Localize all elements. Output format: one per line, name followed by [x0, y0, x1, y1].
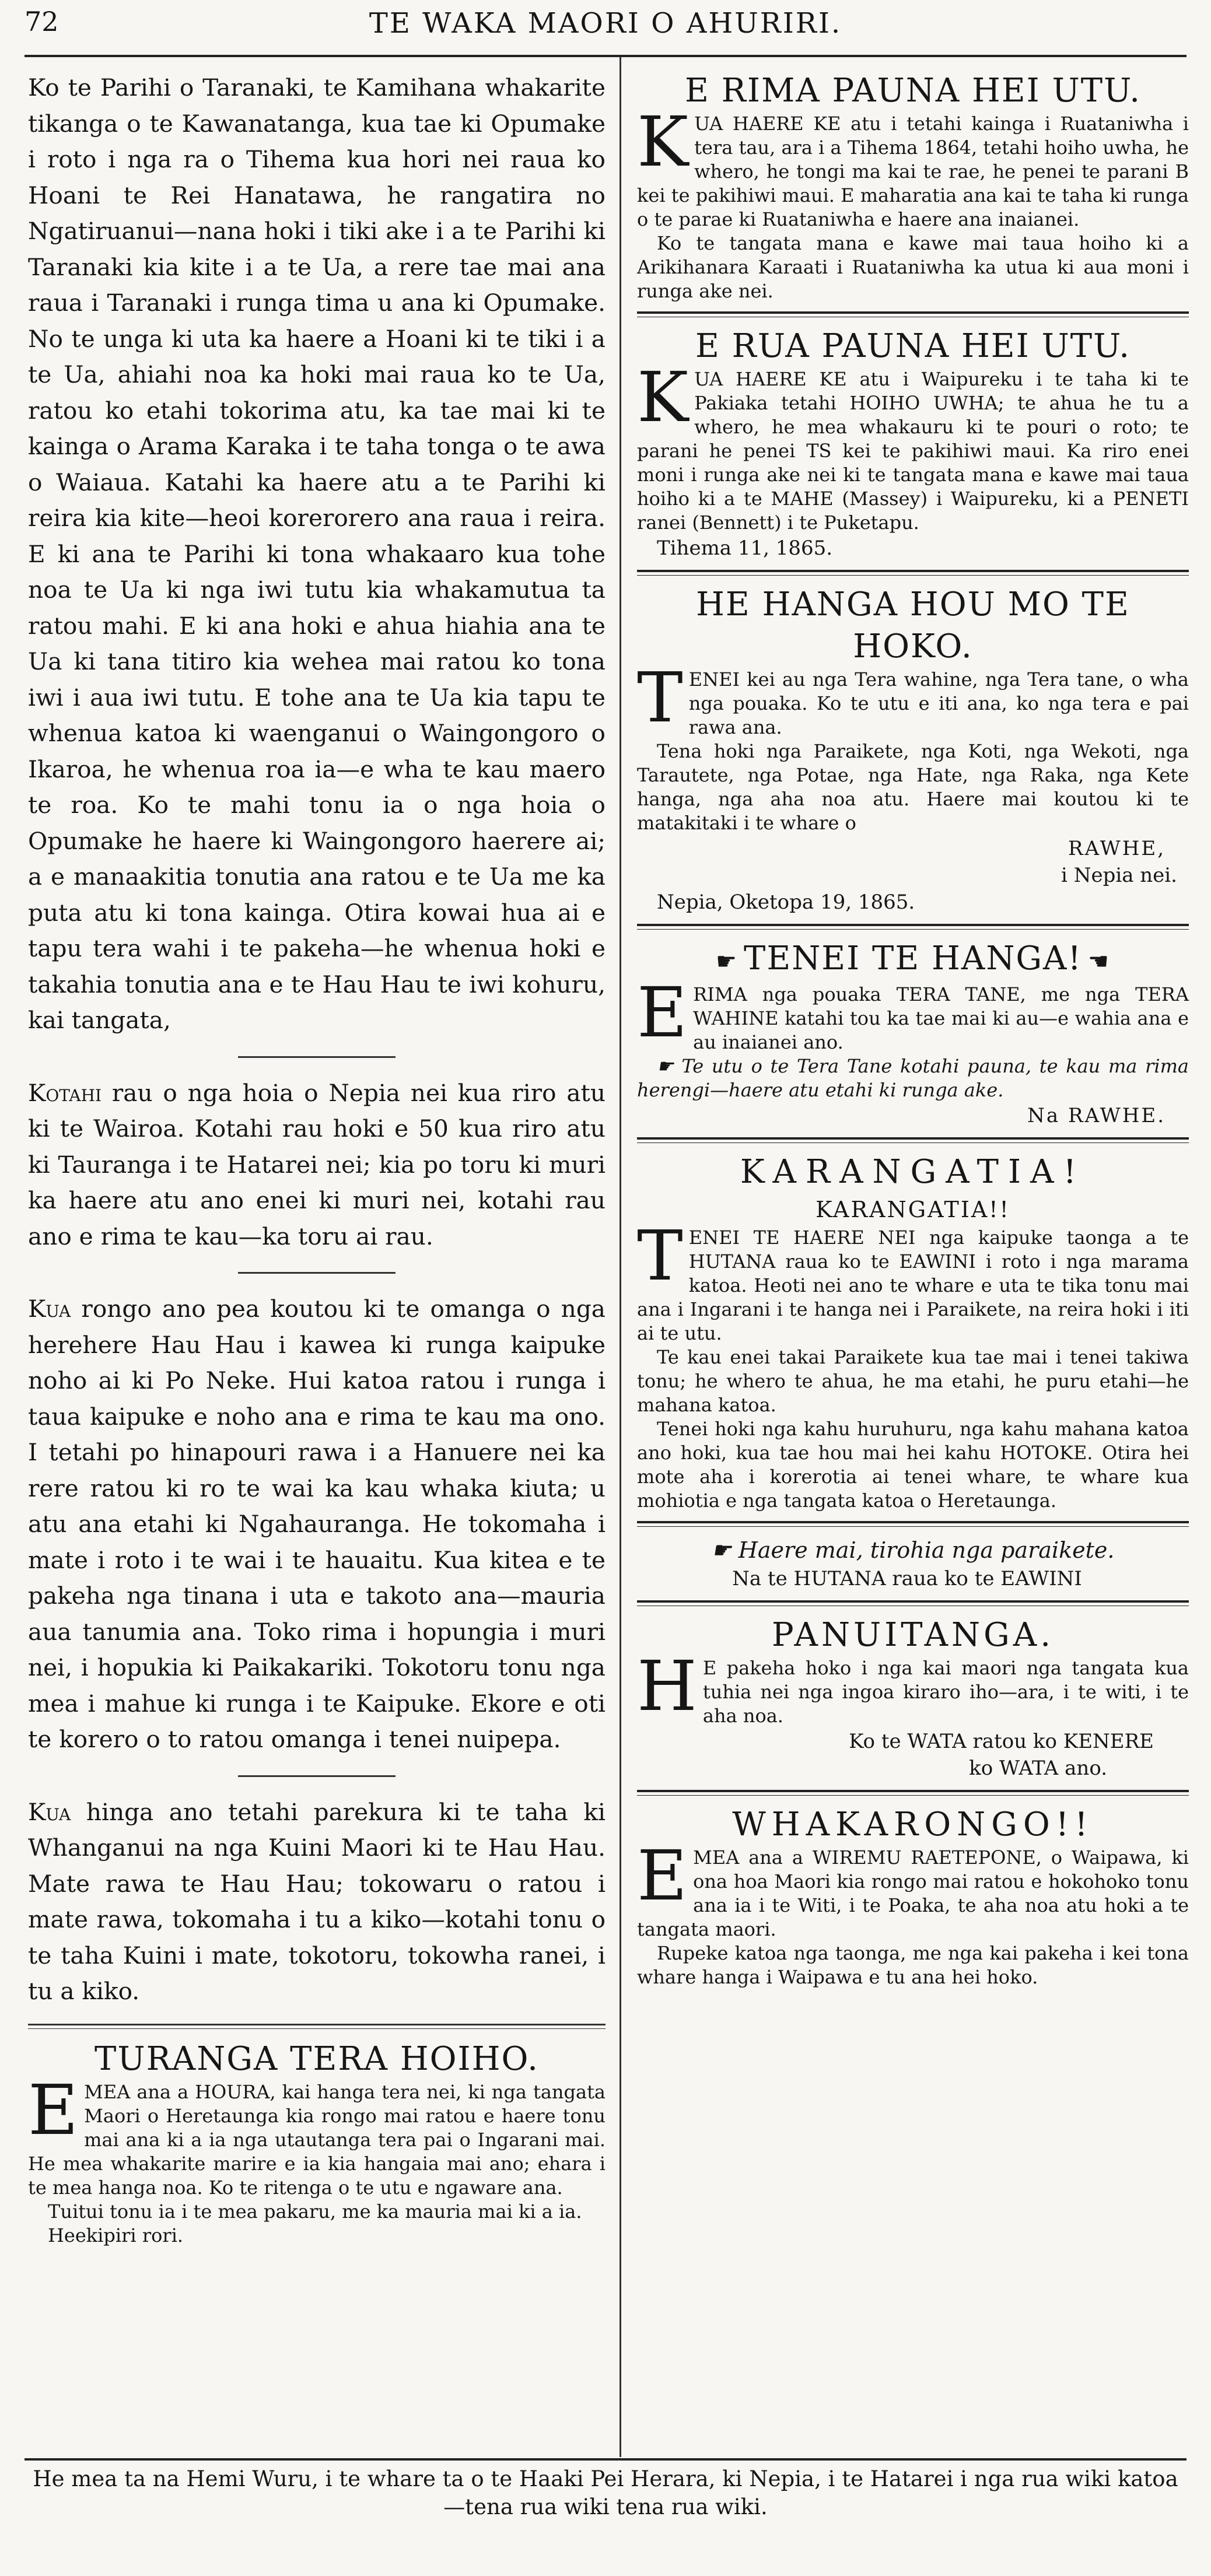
ad-text: MEA ana a HOURA, kai hanga tera nei, ki nga tangata Maori o Heretaunga kia rongo mai ratou e haere tonu mai ana ki a ia nga utautanga tera pai o Ingarani mai. He mea whakarite marire e ia kia hangaia mai ano; ehara i te mea hanga noa. Ko te ritenga o te utu e ngaware ana.: [28, 2080, 606, 2199]
ad-text: MEA ana a WIREMU RAETEPONE, o Waipawa, ki ona hoa Maori kia rongo mai ratou e hokohoko tonu ana ia i te Witi, i te Poaka, te aha noa atu hoki a te tangata maori.: [637, 1846, 1189, 1940]
ad-body: [637, 1646, 1189, 1728]
newspaper-title: TE WAKA MAORI O AHURIRI.: [369, 7, 842, 40]
ad-haere-mai: [637, 1535, 1189, 1592]
ad-title: PANUITANGA.: [771, 1616, 1054, 1654]
ad-title: TENEI TE HANGA!: [743, 940, 1083, 977]
ad-hanga-hou: [637, 584, 1189, 916]
ad-signature: Heekipiri rori.: [48, 2224, 184, 2246]
ad-tenei-te-hanga: [637, 938, 1189, 1129]
ad-text: Ko te tangata mana e kawe mai taua hoiho ki a Arikihanara Karaati i Ruataniwha ka utua ki aua moni i runga ake nei.: [637, 232, 1189, 302]
ad-text: ENEI TE HAERE NEI nga kaipuke taonga a te HUTANA raua ko te EAWINI i roto i nga marama katoa. Heoti nei ano te whare e uta te tika tonu mai ana i Ingarani i te hanga nei i Paraikete, na reira hoki i iti ai te utu.: [637, 1226, 1189, 1344]
ad-title: KARANGATIA!: [740, 1153, 1086, 1191]
pointing-hand-left-icon: ☚: [1088, 948, 1110, 975]
ad-text: UA HAERE KE atu i tetahi kainga i Ruataniwha i tera tau, ara i a Tihema 1864, tetahi hoiho uwha, he whero, he tongi ma kai te rae, he penei te parani B kei te pakihiwi maui. E maharatia ana kai te taha ki runga o te parae ki Ruataniwha e haere ana inaianei.: [637, 113, 1189, 230]
ad-separator: [637, 1521, 1189, 1527]
ad-body: [637, 1215, 1189, 1513]
drop-cap: T: [637, 657, 683, 738]
ad-text: Haere mai, tirohia nga paraikete.: [738, 1537, 1115, 1563]
ad-signature: ko WATA ano.: [969, 1757, 1107, 1780]
page-header: [24, 2, 1186, 57]
ad-title: E RIMA PAUNA HEI UTU.: [684, 72, 1141, 110]
ad-separator: [637, 924, 1189, 930]
pointing-hand-icon: ☛: [711, 1537, 732, 1563]
ad-karangatia: [637, 1151, 1189, 1513]
article-text: hinga ano tetahi parekura ki te taha ki Whanganui na nga Kuini Maori ki te Hau Hau. Mate rawa te Hau Hau; tokowaru o ratou i mate rawa, tokomaha i tu a kiko—kotahi tonu o te taha Kuini i mate, tokotoru, tokowha ranei, i tu a kiko.: [28, 1797, 606, 2005]
ad-text: RIMA nga pouaka TERA TANE, me nga TERA WAHINE katahi tou ka tae mai ki au—e wahia ana e au inaianei ano.: [693, 983, 1189, 1053]
article-separator: [238, 1775, 396, 1777]
ad-separator: [637, 1137, 1189, 1143]
page-footer: He mea ta na Hemi Wuru, i te whare ta o te Haaki Pei Herara, ki Nepia, i te Hatarei i nga rua wiki katoa—tena rua wiki tena rua wiki.: [24, 2458, 1186, 2521]
article-separator: [238, 1272, 396, 1274]
drop-cap: E: [28, 2069, 79, 2150]
article-hoia: [28, 1075, 606, 1255]
drop-cap: H: [637, 1646, 697, 1726]
ad-title: HOKO.: [853, 628, 973, 665]
ad-title: WHAKARONGO!!: [732, 1806, 1094, 1843]
ad-separator: [637, 570, 1189, 576]
ad-signature: RAWHE,: [1068, 837, 1166, 860]
ad-text: E pakeha hoko i nga kai maori nga tangata kua tuhia nei nga ingoa kiraro iho—ara, i te witi, i te aha noa.: [702, 1657, 1189, 1727]
article-separator: [238, 1056, 396, 1058]
drop-cap: K: [637, 101, 689, 182]
ad-text: Rupeke katoa nga taonga, me nga kai pakeha i kei tona whare hanga i Waipawa e tu ana hei hoko.: [637, 1942, 1189, 1988]
ad-panuitanga: [637, 1614, 1189, 1782]
drop-cap: E: [637, 972, 688, 1053]
ad-text: Tuitui tonu ia i te mea pakaru, me ka mauria mai ki a ia.: [48, 2200, 582, 2223]
ad-body: [637, 101, 1189, 303]
drop-cap: E: [637, 1835, 688, 1916]
ad-title-row: [637, 938, 1189, 983]
ad-subtitle: KARANGATIA!!: [816, 1197, 1010, 1222]
ad-text: Tenei hoki nga kahu huruhuru, nga kahu mahana katoa ano hoki, kua tae hou mai hei kahu HOTOKE. Otira hei mote aha i korerotia ai tenei whare, te whare kua mohiotia e nga tangata katoa o Heretaunga.: [637, 1418, 1189, 1512]
ad-text: Te kau enei takai Paraikete kua tae mai i tenei takiwa tonu; he whero te ahua, he ma etahi, he puru etahi—he mahana katoa.: [637, 1346, 1189, 1416]
article-lead: Kua: [28, 1797, 71, 1826]
article-herehere: [28, 1291, 606, 1758]
ad-signature: Na te HUTANA raua ko te EAWINI: [732, 1567, 1082, 1590]
ad-rima-pauna: [637, 70, 1189, 303]
ad-tagline: [637, 1535, 1189, 1565]
ad-rua-pauna: [637, 325, 1189, 562]
article-text: rongo ano pea koutou ki te omanga o nga herehere Hau Hau i kawea ki runga kaipuke noho ai ki Po Neke. Hui katoa ratou i runga i taua kaipuke e noho ana e rima te kau ma ono. I tetahi po hinapouri rawa i a Hanuere nei ka rere ratou ki ro te wai ka kau whaka kiuta; u atu ana etahi ki Ngahauranga. He tokomaha i mate i roto i te wai i te hauaitu. Kua kitea e te pakeha nga tinana i uta e takoto ana—mauria aua tanumia ana. Toko rima i hopungia i muri nei, i hopukia ki Paikakariki. Tokotoru tonu nga mea i mahue ki runga i te Kaipuke. Ekore e oti te korero o to ratou omanga i tenei nuipepa.: [28, 1295, 606, 1753]
ad-body: [637, 1835, 1189, 1989]
article-parekura: [28, 1795, 606, 2010]
ad-body: [637, 357, 1189, 535]
ad-text: ENEI kei au nga Tera wahine, nga Tera tane, o wha nga pouaka. Ko te utu e iti ana, ko nga tera e pai rawa ana.: [688, 668, 1189, 738]
ad-turanga-tera-hoiho: [28, 2038, 606, 2248]
ad-separator: [637, 1600, 1189, 1606]
article-text: rau o nga hoia o Nepia nei kua riro atu ki te Wairoa. Kotahi rau hoki e 50 kua riro atu ki Tauranga i te Hatarei nei; kia po toru ki muri ka haere atu ano enei ki muri nei, kotahi rau ano e rima te kau—ka toru ai rau.: [28, 1078, 606, 1250]
ad-body: [637, 972, 1189, 1102]
page-number: 72: [24, 6, 59, 37]
ad-date: Tihema 11, 1865.: [657, 537, 833, 560]
ad-text: UA HAERE KE atu i Waipureku i te taha ki te Pakiaka tetahi HOIHO UWHA; te ahua he tu a whero, he mea whakauru ki te pouri o roto; te parani he penei TS kei te pakihiwi maui. Ka riro enei moni i runga ake nei ki te tangata mana e kawe mai taua hoiho ki a te MAHE (Massey) i Waipureku, ki a PENETI ranei (Bennett) i te Puketapu.: [637, 368, 1189, 534]
ad-whakarongo: [637, 1804, 1189, 1989]
column-rule: [620, 57, 621, 2457]
ad-signature: Ko te WATA ratou ko KENERE: [849, 1730, 1154, 1753]
ad-date: Nepia, Oketopa 19, 1865.: [657, 891, 915, 914]
article-lead: Kotahi: [28, 1078, 102, 1107]
article-lead: Kua: [28, 1295, 71, 1323]
ad-title: HE HANGA HOU MO TE: [696, 586, 1130, 623]
ad-separator: [637, 1790, 1189, 1796]
ad-body: [637, 657, 1189, 835]
pointing-hand-icon: ☛: [657, 1055, 674, 1077]
ad-title: E RUA PAUNA HEI UTU.: [695, 327, 1130, 365]
ad-signature: Na RAWHE.: [1027, 1104, 1166, 1127]
pointing-hand-icon: ☛: [716, 948, 738, 975]
right-column: [637, 70, 1189, 1989]
ad-separator: [28, 2024, 606, 2029]
ad-place: i Nepia nei.: [1061, 864, 1177, 887]
ad-text: Tena hoki nga Paraikete, nga Koti, nga Wekoti, nga Tarautete, nga Potae, nga Hate, nga Raka, nga Kete hanga, nga aha noa atu. Haere mai koutou ki te matakitaki i te whare o: [637, 740, 1189, 834]
drop-cap: K: [637, 357, 689, 437]
ad-separator: [637, 311, 1189, 317]
left-column: [28, 70, 606, 2248]
article-parihi: Ko te Parihi o Taranaki, te Kamihana whakarite tikanga o te Kawanatanga, kua tae ki Opumake i roto i nga ra o Tihema kua hori nei raua ko Hoani te Rei Hanatawa, he rangatira no Ngatiruanui—nana hoki i tiki ake i a te Parihi ki Taranaki kia kite i a te Ua, a rere tae mai ana raua i Taranaki i runga tima u ana ki Opumake. No te unga ki uta ka haere a Hoani ki te tiki i a te Ua, ahiahi noa ka hoki mai raua ko te Ua, ratou ko etahi tokorima atu, ka tae mai ki te kainga o Arama Karaka i te taha tonga o te awa o Waiaua. Katahi ka haere atu a te Parihi ki reira kia kite—heoi korerorero ana raua i reira. E ki ana te Parihi ki tona whakaaro kua tohe noa te Ua ki nga iwi tutu kia whakamutua ta ratou mahi. E ki ana hoki e ahua hiahia ana te Ua ki tana titiro kia wehea mai ratou ko tona iwi i aua iwi tutu. E tohe ana te Ua kia tapu te whenua katoa ki waenganui o Waingongoro o Ikaroa, he whenua roa ia—e wha te kau maero te roa. Ko te mahi tonu ia o nga hoia o Opumake he haere ki Waingongoro haerere ai; a e manaakitia tonutia ana ratou e te Ua me ka puta atu ki tona kainga. Otira kowai hua ai e tapu tera wahi i te pakeha—he whenua hoki e takahia tonutia ana e te Hau Hau te iwi kohuru, kai tangata,: [28, 73, 606, 1034]
ad-price-note: [637, 1054, 1189, 1102]
ad-text: Te utu o te Tera Tane kotahi pauna, te kau ma rima herengi—haere atu etahi ki runga ake.: [637, 1055, 1189, 1101]
drop-cap: T: [637, 1215, 683, 1296]
ad-title: TURANGA TERA HOIHO.: [94, 2039, 539, 2078]
ad-body: [28, 2069, 606, 2248]
